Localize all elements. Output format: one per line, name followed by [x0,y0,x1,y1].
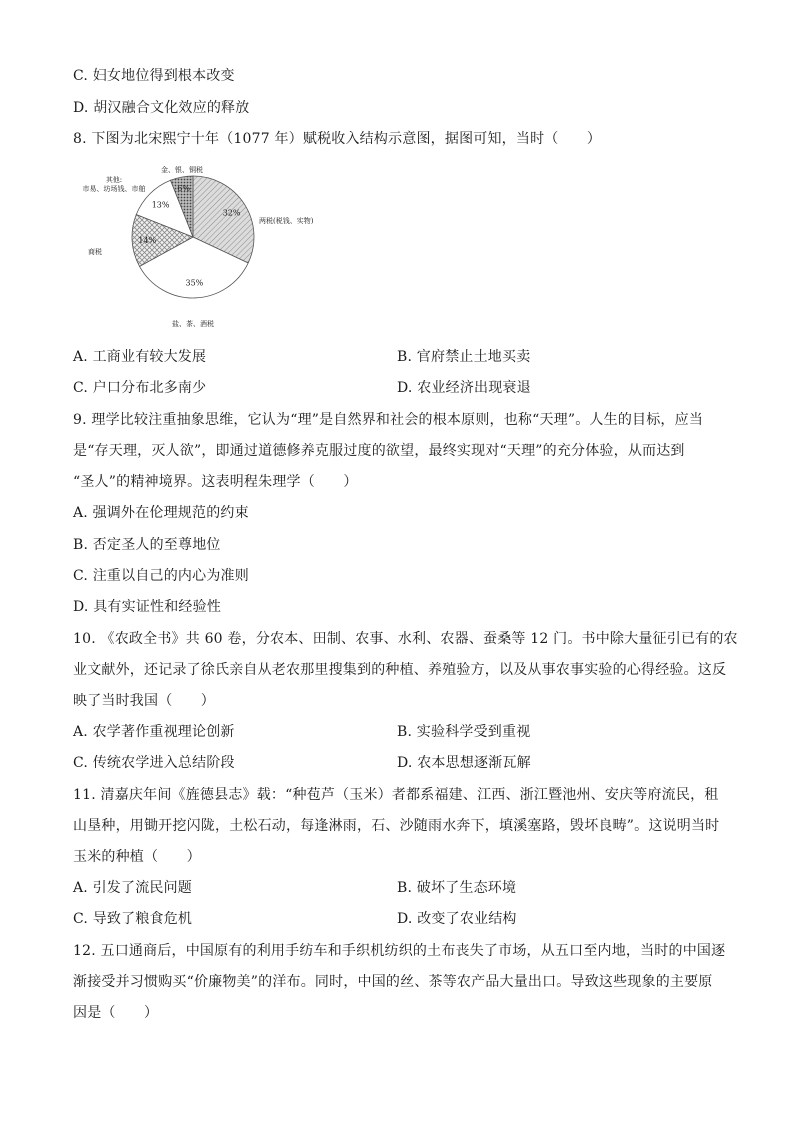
q10-stem-line-2: 业文献外，还记录了徐氏亲自从老农那里搜集到的种植、养殖验方，以及从事农事实验的心得经验。这反 [73,662,727,678]
pie-value-label-1: 35% [185,278,204,288]
q7-option-d: D. 胡汉融合文化效应的释放 [73,100,250,116]
q8-option-c: C. 户口分布北多南少 [73,380,207,396]
q9-option-c: C. 注重以自己的内心为准则 [73,568,249,584]
tax-structure-pie-chart [72,160,352,335]
pie-category-label-0: 两税(税钱、实物) [259,217,314,225]
q11-stem-line-3: 玉米的种植（ ） [73,849,201,865]
q7-option-c: C. 妇女地位得到根本改变 [73,68,235,84]
q9-stem-line-2: 是“存天理，灭人欲”，即通过道德修养克服过度的欲望，最终实现对“天理”的充分体验，从而达到 [73,443,685,459]
pie-category-label-3-line-2: 市易、坊场钱、市舶 [82,185,146,193]
q9-option-d: D. 具有实证性和经验性 [73,599,222,615]
q9-stem-line-1: 9. 理学比较注重抽象思维，它认为“理”是自然界和社会的根本原则，也称“天理”。人生的目标，应当 [73,412,704,428]
q10-option-d: D. 农本思想逐渐瓦解 [397,755,531,771]
pie-category-label-1: 盐、茶、酒税 [172,320,214,328]
q11-option-d: D. 改变了农业结构 [397,911,517,927]
q11-stem-line-2: 山垦种，用锄开挖闪陇，土松石动，每逢淋雨，石、沙随雨水奔下，填溪塞路，毁坏良畴”。这说明当时 [73,818,720,834]
q8-stem: 8. 下图为北宋熙宁十年（1077 年）赋税收入结构示意图，据图可知，当时（ ） [73,131,602,147]
q10-option-c: C. 传统农学进入总结阶段 [73,755,235,771]
q12-stem-line-3: 因是（ ） [73,1005,159,1021]
pie-category-label-3-line-1: 其他: [105,176,123,184]
q11-option-b: B. 破坏了生态环境 [397,880,517,896]
pie-value-label-4: 6% [177,183,190,193]
q11-option-c: C. 导致了粮食危机 [73,911,193,927]
q10-option-b: B. 实验科学受到重视 [397,724,531,740]
pie-value-label-2: 14% [138,235,157,245]
q8-option-d: D. 农业经济出现衰退 [397,380,531,396]
q9-option-a: A. 强调外在伦理规范的约束 [73,505,249,521]
q12-stem-line-2: 渐接受并习惯购买“价廉物美”的洋布。同时，中国的丝、茶等农产品大量出口。导致这些现象的主要原 [73,974,713,990]
pie-value-label-0: 32% [222,208,241,218]
pie-value-label-3: 13% [151,200,170,210]
q10-stem-line-3: 映了当时我国（ ） [73,693,215,709]
q11-option-a: A. 引发了流民问题 [73,880,193,896]
pie-category-label-2: 商税 [88,248,102,256]
q9-option-b: B. 否定圣人的至尊地位 [73,537,221,553]
q10-stem-line-1: 10. 《农政全书》共 60 卷，分农本、田制、农事、水利、农器、蚕桑等 12 门。书中除大量征引已有的农 [73,631,738,647]
pie-category-label-4: 金、银、铜税 [161,166,203,174]
q9-stem-line-3: “圣人”的精神境界。这表明程朱理学（ ） [73,474,358,490]
q11-stem-line-1: 11. 清嘉庆年间《旌德县志》载：“种苞芦（玉米）者都系福建、江西、浙江暨池州、安庆等府流民，租 [73,787,719,803]
q8-option-b: B. 官府禁止土地买卖 [397,349,531,365]
q12-stem-line-1: 12. 五口通商后，中国原有的利用手纺车和手织机纺织的土布丧失了市场，从五口至内地，当时的中国逐 [73,943,726,959]
q10-option-a: A. 农学著作重视理论创新 [73,724,235,740]
q8-option-a: A. 工商业有较大发展 [73,349,207,365]
